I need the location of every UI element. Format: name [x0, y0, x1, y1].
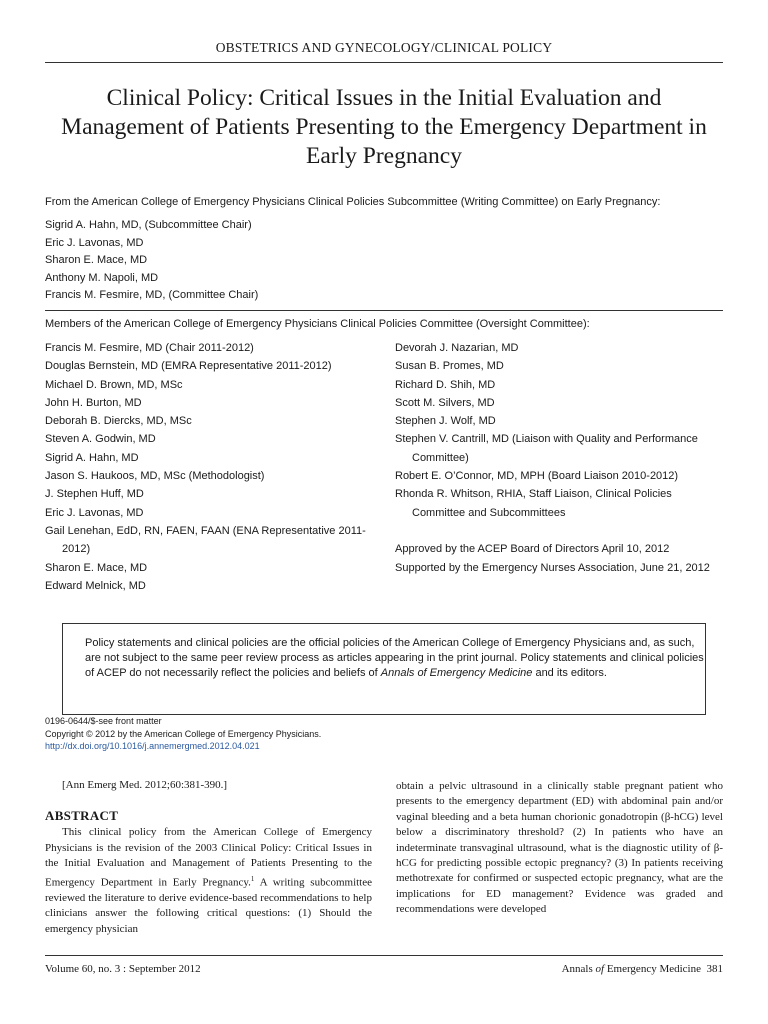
footer-volume: Volume 60, no. 3 : September 2012 — [45, 963, 201, 975]
oversight-member: Stephen J. Wolf, MD — [395, 415, 496, 428]
oversight-member: Stephen V. Cantrill, MD (Liaison with Quality and Performance Committee) — [395, 433, 698, 464]
writing-member: Sharon E. Mace, MD — [45, 254, 148, 266]
issn: 0196-0644/$-see front matter — [45, 716, 162, 726]
writing-member: Sigrid A. Hahn, MD, (Subcommittee Chair) — [45, 219, 252, 231]
footer-journal-of: of — [595, 963, 605, 975]
oversight-member: Edward Melnick, MD — [45, 579, 146, 592]
spacer — [395, 522, 725, 540]
oversight-member: Scott M. Silvers, MD — [395, 396, 495, 409]
oversight-member: Douglas Bernstein, MD (EMRA Representative 2011-2012) — [45, 360, 332, 373]
oversight-member: Gail Lenehan, EdD, RN, FAEN, FAAN (ENA Representative 2011-2012) — [45, 524, 366, 556]
writing-member: Anthony M. Napoli, MD — [45, 271, 159, 284]
abstract-left-column — [45, 808, 372, 937]
abstract-text-part: This clinical policy from the American College of Emergency Physicians is the revision of the 2003 Clinical Policy: Critical Issues in the Initial Evaluation and Management of Patients Presenting to the Emergency Department in Early Pregnancy. — [45, 826, 372, 889]
section-header: OBSTETRICS AND GYNECOLOGY/CLINICAL POLICY — [215, 40, 553, 55]
oversight-member: Robert E. O’Connor, MD, MPH (Board Liaison 2010-2012) — [395, 470, 679, 483]
abstract-text-part: A writing subcommittee reviewed the literature to derive evidence-based recommendations to help clinicians answer the following critical questions: (1) Should the emergency physician — [45, 876, 372, 935]
abstract-heading: ABSTRACT — [45, 808, 119, 823]
doi-link[interactable]: http://dx.doi.org/10.1016/j.annemergmed.2012.04.021 — [45, 741, 260, 751]
publication-meta — [45, 715, 321, 753]
reference-marker[interactable]: 1 — [250, 874, 255, 883]
oversight-member: J. Stephen Huff, MD — [45, 488, 144, 501]
writing-member: Francis M. Fesmire, MD, (Committee Chair) — [45, 289, 259, 301]
oversight-member: Devorah J. Nazarian, MD — [395, 342, 519, 354]
abstract-text — [45, 825, 372, 937]
oversight-member: Sigrid A. Hahn, MD — [45, 451, 139, 464]
oversight-member: Deborah B. Diercks, MD, MSc — [45, 415, 192, 428]
oversight-member: Steven A. Godwin, MD — [45, 433, 156, 446]
page-number: 381 — [706, 963, 723, 975]
oversight-member: Rhonda R. Whitson, RHIA, Staff Liaison, Clinical Policies Committee and Subcommittees — [395, 488, 672, 519]
footer-journal-part: Emergency Medicine — [604, 963, 701, 975]
journal-name: Annals of Emergency Medicine — [380, 667, 533, 680]
oversight-member: Susan B. Promes, MD — [395, 360, 504, 373]
citation: [Ann Emerg Med. 2012;60:381-390.] — [62, 779, 228, 791]
article-title: Clinical Policy: Critical Issues in the Initial Evaluation and Management of Patients Presenting to the Emergency Department in Early Pregnancy — [61, 85, 707, 169]
committee-divider — [45, 310, 723, 311]
oversight-members-right — [395, 339, 725, 577]
oversight-member: Michael D. Brown, MD, MSc — [45, 378, 183, 391]
oversight-member: Richard D. Shih, MD — [395, 378, 496, 391]
footer-journal — [562, 963, 723, 975]
oversight-member: Francis M. Fesmire, MD (Chair 2011-2012) — [45, 342, 254, 354]
oversight-committee-intro: Members of the American College of Emergency Physicians Clinical Policies Committee (Oversight Committee): — [45, 318, 590, 330]
oversight-member: Jason S. Haukoos, MD, MSc (Methodologist) — [45, 470, 265, 483]
support-note: Supported by the Emergency Nurses Association, June 21, 2012 — [395, 561, 710, 574]
oversight-member: John H. Burton, MD — [45, 396, 142, 409]
writing-committee-intro: From the American College of Emergency Physicians Clinical Policies Subcommittee (Writing Committee) on Early Pregnancy: — [45, 196, 661, 208]
policy-text: Policy statements and clinical policies are the official policies of the American College of Emergency Physicians and, as such, are not subject to the same peer review process as articles appearing in the print journal. Policy statements and clinical policies of ACEP do not necessarily reflect the policies and beliefs of — [85, 637, 704, 680]
header-divider — [45, 62, 723, 63]
oversight-member: Sharon E. Mace, MD — [45, 561, 148, 574]
footer-divider — [45, 955, 723, 956]
footer-journal-part: Annals — [561, 963, 596, 975]
oversight-member: Eric J. Lavonas, MD — [45, 506, 144, 519]
writing-member: Eric J. Lavonas, MD — [45, 236, 144, 249]
copyright: Copyright © 2012 by the American College of Emergency Physicians. — [45, 728, 322, 739]
oversight-members-left — [45, 339, 375, 595]
policy-statement-box — [62, 623, 706, 715]
abstract-right-column: obtain a pelvic ultrasound in a clinically stable pregnant patient who presents to the emergency department (ED) with abdominal pain and/or vaginal bleeding and a beta human chorionic gonadotropin (β-hCG) level below a discriminatory threshold? (2) In patients who have an indeterminate transvaginal ultrasound, what is the diagnostic utility of β-hCG for predicting possible ectopic pregnancy? (3) In patients receiving methotrexate for confirmed or suspected ectopic pregnancy, what are the implications for ED management? Evidence was graded and recommendations were developed — [396, 780, 723, 916]
policy-text-end: and its editors. — [532, 667, 607, 680]
approval-note: Approved by the ACEP Board of Directors April 10, 2012 — [395, 543, 670, 556]
writing-committee-list — [45, 217, 258, 305]
